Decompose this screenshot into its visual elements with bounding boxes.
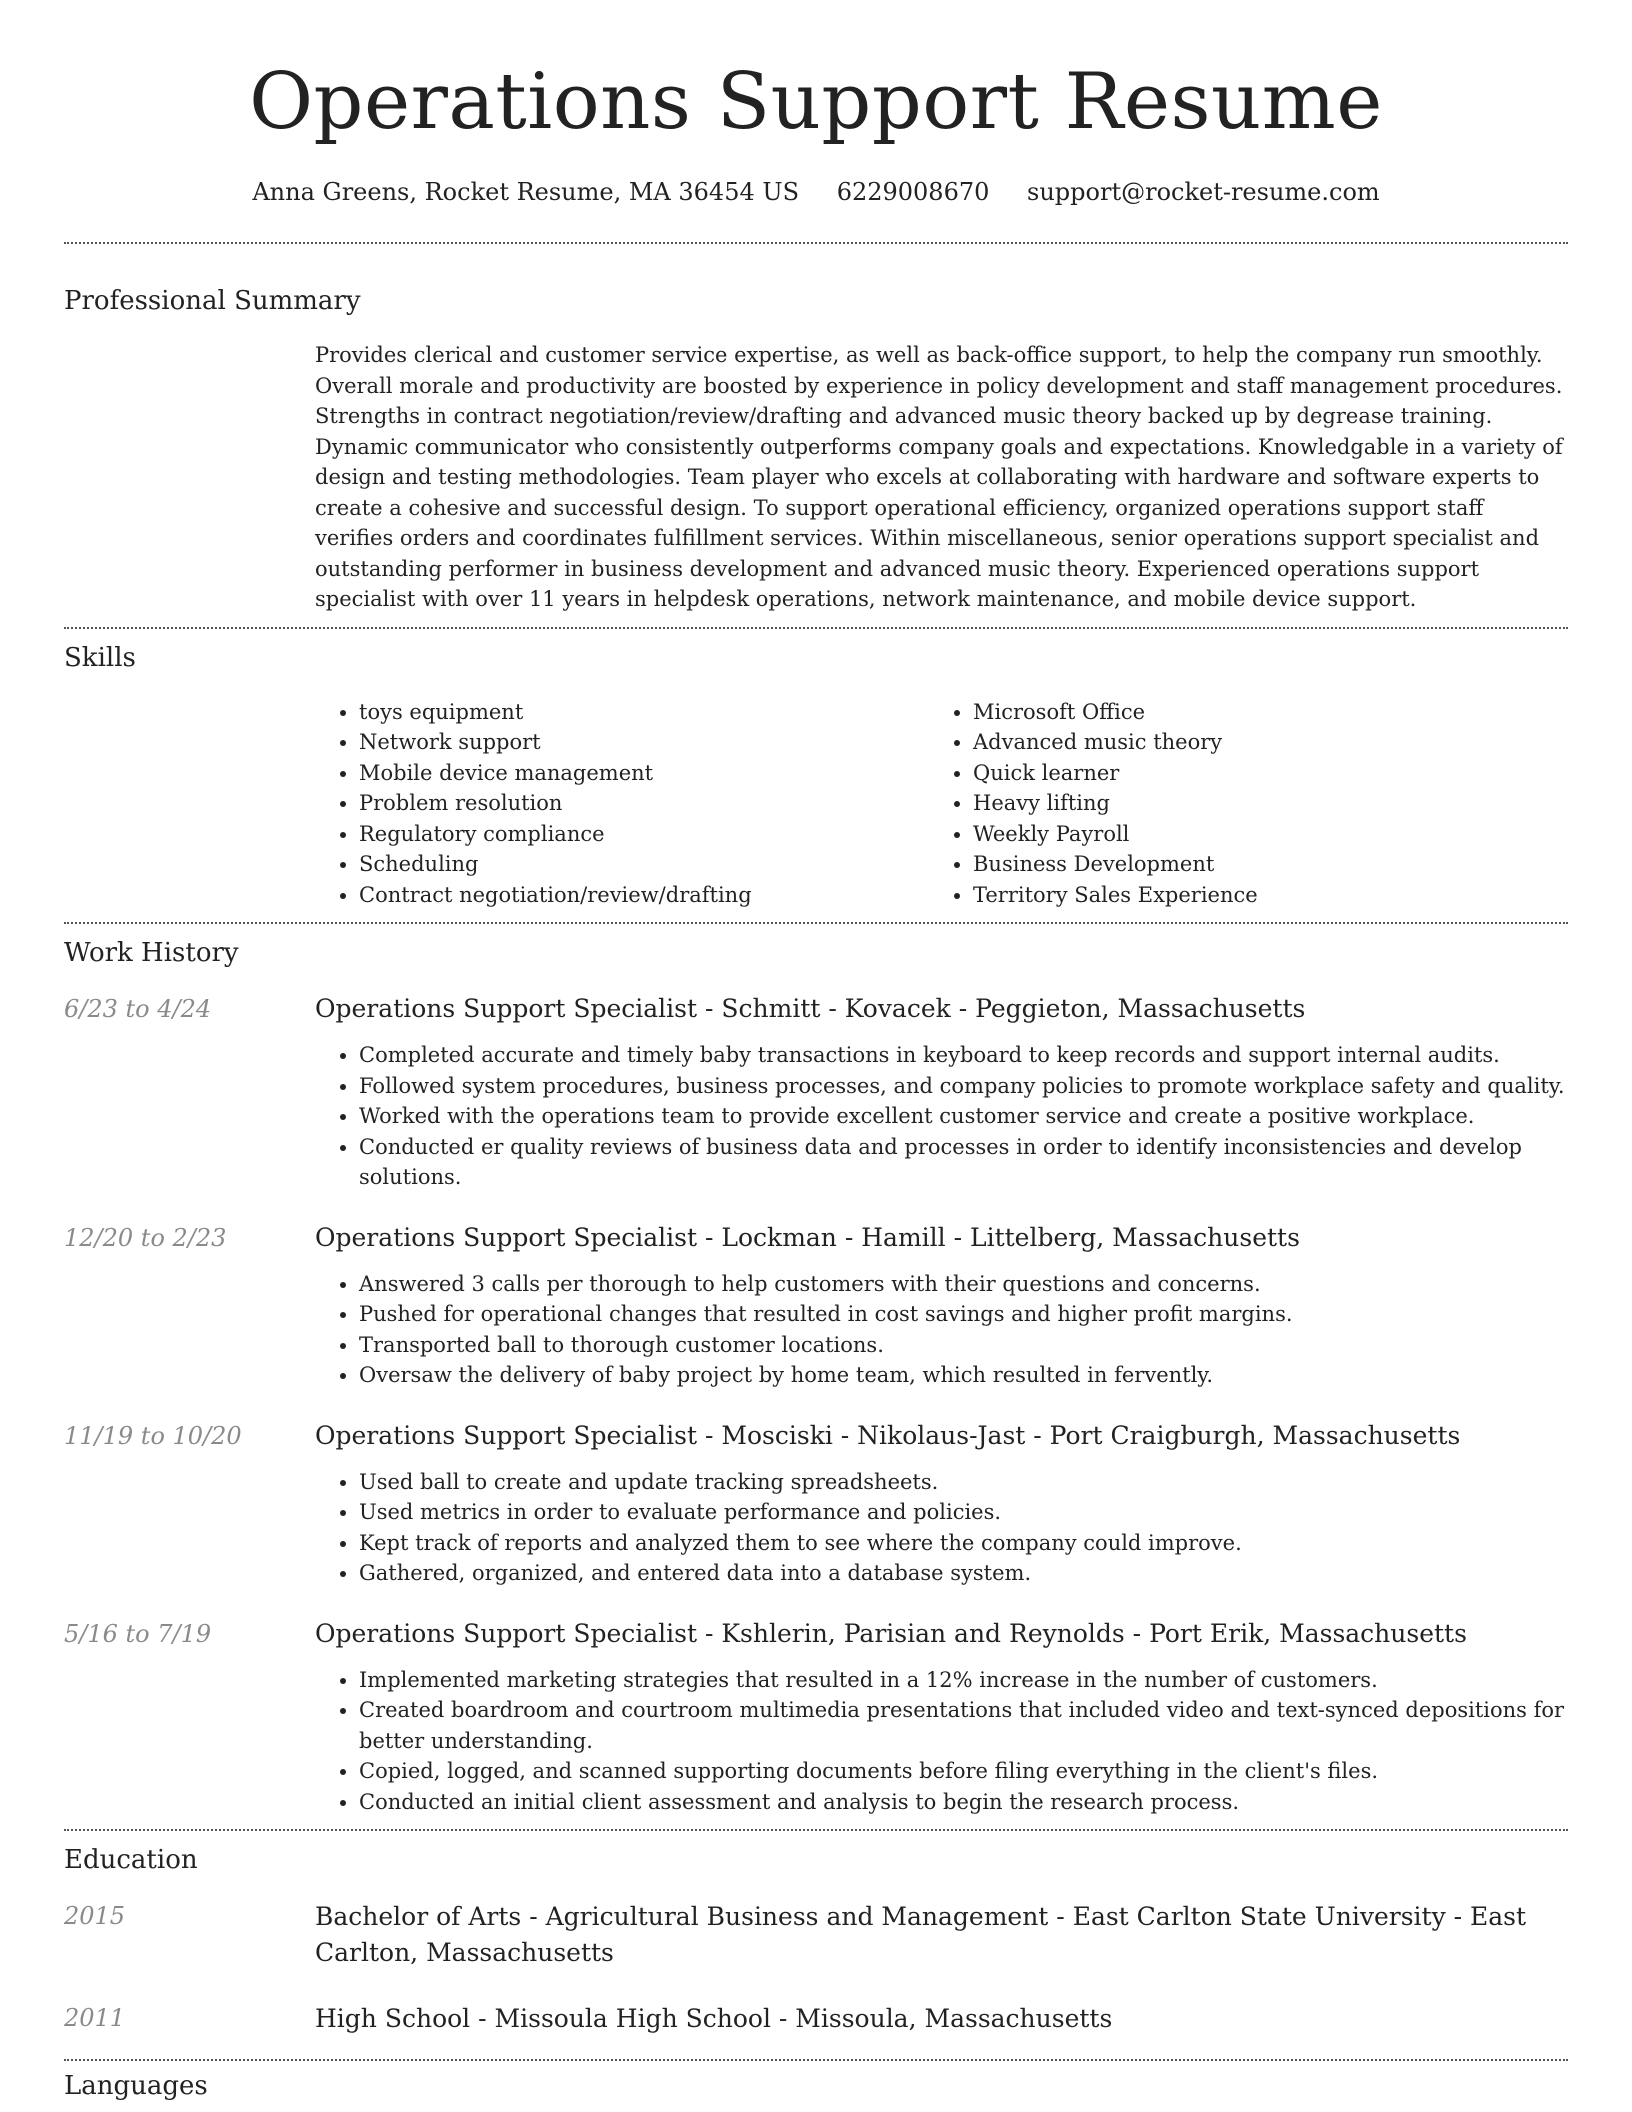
job-bullet: • Conducted er quality reviews of business data and processes in order to identify inconsistencies and develop solutions. bbox=[359, 1132, 1568, 1193]
job-bullet: • Gathered, organized, and entered data into a database system. bbox=[359, 1558, 1568, 1589]
divider bbox=[64, 627, 1568, 629]
job-bullet: • Completed accurate and timely baby transactions in keyboard to keep records and support internal audits. bbox=[359, 1040, 1568, 1071]
education-heading: Bachelor of Arts - Agricultural Business and Management - East Carlton State University - East Carlton, Massachusetts bbox=[315, 1902, 1527, 1967]
divider bbox=[64, 922, 1568, 924]
job-heading: Operations Support Specialist - Mosciski - Nikolaus-Jast - Port Craigburgh, Massachusetts bbox=[315, 1420, 1461, 1450]
job-heading: Operations Support Specialist - Schmitt - Kovacek - Peggieton, Massachusetts bbox=[315, 994, 1306, 1023]
skill-item: • Weekly Payroll bbox=[973, 819, 1543, 850]
skill-item: • Network support bbox=[359, 727, 929, 758]
job-bullet: • Copied, logged, and scanned supporting documents before filing everything in the client's files. bbox=[359, 1756, 1568, 1787]
job-bullet: • Transported ball to thorough customer locations. bbox=[359, 1330, 1568, 1361]
job-bullet: • Created boardroom and courtroom multimedia presentations that included video and text-synced depositions for better understanding. bbox=[359, 1695, 1568, 1756]
work-section-title: Work History bbox=[64, 938, 239, 968]
education-heading: High School - Missoula High School - Missoula, Massachusetts bbox=[315, 2004, 1113, 2033]
skills-list bbox=[315, 697, 1568, 911]
education-entry bbox=[64, 2001, 1568, 2037]
contact-email: support@rocket-resume.com bbox=[1027, 178, 1380, 206]
job-bullets bbox=[315, 1269, 1568, 1391]
job-bullet: • Oversaw the delivery of baby project by home team, which resulted in fervently. bbox=[359, 1360, 1568, 1391]
skill-item: • Business Development bbox=[973, 849, 1543, 880]
skill-item: • Mobile device management bbox=[359, 758, 929, 789]
job-entry bbox=[64, 1221, 1568, 1391]
job-dates: 12/20 to 2/23 bbox=[64, 1223, 227, 1252]
job-bullet: • Implemented marketing strategies that resulted in a 12% increase in the number of customers. bbox=[359, 1665, 1568, 1696]
education-section-title: Education bbox=[64, 1845, 198, 1875]
job-entry bbox=[64, 992, 1568, 1193]
summary-text: Provides clerical and customer service expertise, as well as back-office support, to help the company run smoothly. Overall morale and productivity are boosted by experience in policy development and staff management procedures. Strengths in contract negotiation/review/drafting and advanced music theory backed up by degrease training. Dynamic communicator who consistently outperforms company goals and expectations. Knowledgable in a variety of design and testing methodologies. Team player who excels at collaborating with hardware and software experts to create a cohesive and successful design. To support operational efficiency, organized operations support staff verifies orders and coordinates fulfillment services. Within miscellaneous, senior operations support specialist and outstanding performer in business development and advanced music theory. Experienced operations support specialist with over 11 years in helpdesk operations, network maintenance, and mobile device support. bbox=[315, 343, 1563, 611]
job-bullet: • Used ball to create and update tracking spreadsheets. bbox=[359, 1467, 1568, 1498]
skill-item: • Heavy lifting bbox=[973, 788, 1543, 819]
job-dates: 6/23 to 4/24 bbox=[64, 995, 212, 1023]
contact-line bbox=[64, 176, 1568, 208]
skills-section-title: Skills bbox=[64, 642, 136, 673]
job-entry bbox=[64, 1617, 1568, 1818]
job-bullet: • Answered 3 calls per thorough to help customers with their questions and concerns. bbox=[359, 1269, 1568, 1300]
languages-section-title: Languages bbox=[64, 2071, 208, 2101]
job-bullet: • Pushed for operational changes that resulted in cost savings and higher profit margins. bbox=[359, 1299, 1568, 1330]
skill-item: • Microsoft Office bbox=[973, 697, 1543, 728]
skill-item: • Advanced music theory bbox=[973, 727, 1543, 758]
skill-item: • Scheduling bbox=[359, 849, 929, 880]
summary-section-title: Professional Summary bbox=[64, 286, 361, 316]
job-dates: 11/19 to 10/20 bbox=[64, 1421, 242, 1450]
job-entry bbox=[64, 1419, 1568, 1589]
education-entry bbox=[64, 1899, 1568, 1971]
contact-phone: 6229008670 bbox=[836, 178, 990, 206]
job-bullets bbox=[315, 1467, 1568, 1589]
job-bullets bbox=[315, 1665, 1568, 1818]
education-list bbox=[64, 1899, 1568, 2037]
skill-item: • Territory Sales Experience bbox=[973, 880, 1543, 911]
skills-column-1 bbox=[315, 697, 929, 911]
contact-address: Anna Greens, Rocket Resume, MA 36454 US bbox=[252, 178, 800, 206]
job-heading: Operations Support Specialist - Lockman - Hamill - Littelberg, Massachusetts bbox=[315, 1222, 1300, 1252]
work-history-list bbox=[64, 992, 1568, 1817]
skill-item: • Problem resolution bbox=[359, 788, 929, 819]
job-dates: 5/16 to 7/19 bbox=[64, 1619, 212, 1648]
divider bbox=[64, 2059, 1568, 2061]
job-bullet: • Followed system procedures, business processes, and company policies to promote workplace safety and quality. bbox=[359, 1071, 1568, 1102]
job-bullet: • Kept track of reports and analyzed them to see where the company could improve. bbox=[359, 1528, 1568, 1559]
divider bbox=[64, 1829, 1568, 1831]
job-bullet: • Conducted an initial client assessment and analysis to begin the research process. bbox=[359, 1787, 1568, 1818]
skill-item: • Regulatory compliance bbox=[359, 819, 929, 850]
job-bullet: • Worked with the operations team to provide excellent customer service and create a positive workplace. bbox=[359, 1101, 1568, 1132]
job-bullet: • Used metrics in order to evaluate performance and policies. bbox=[359, 1497, 1568, 1528]
skill-item: • toys equipment bbox=[359, 697, 929, 728]
page-title: Operations Support Resume bbox=[249, 57, 1383, 147]
education-year: 2011 bbox=[64, 2004, 126, 2032]
job-heading: Operations Support Specialist - Kshlerin, Parisian and Reynolds - Port Erik, Massachusetts bbox=[315, 1618, 1467, 1648]
skills-column-2 bbox=[929, 697, 1543, 911]
skill-item: • Quick learner bbox=[973, 758, 1543, 789]
divider bbox=[64, 242, 1568, 244]
education-year: 2015 bbox=[64, 1902, 126, 1930]
skill-item: • Contract negotiation/review/drafting bbox=[359, 880, 929, 911]
job-bullets bbox=[315, 1040, 1568, 1193]
